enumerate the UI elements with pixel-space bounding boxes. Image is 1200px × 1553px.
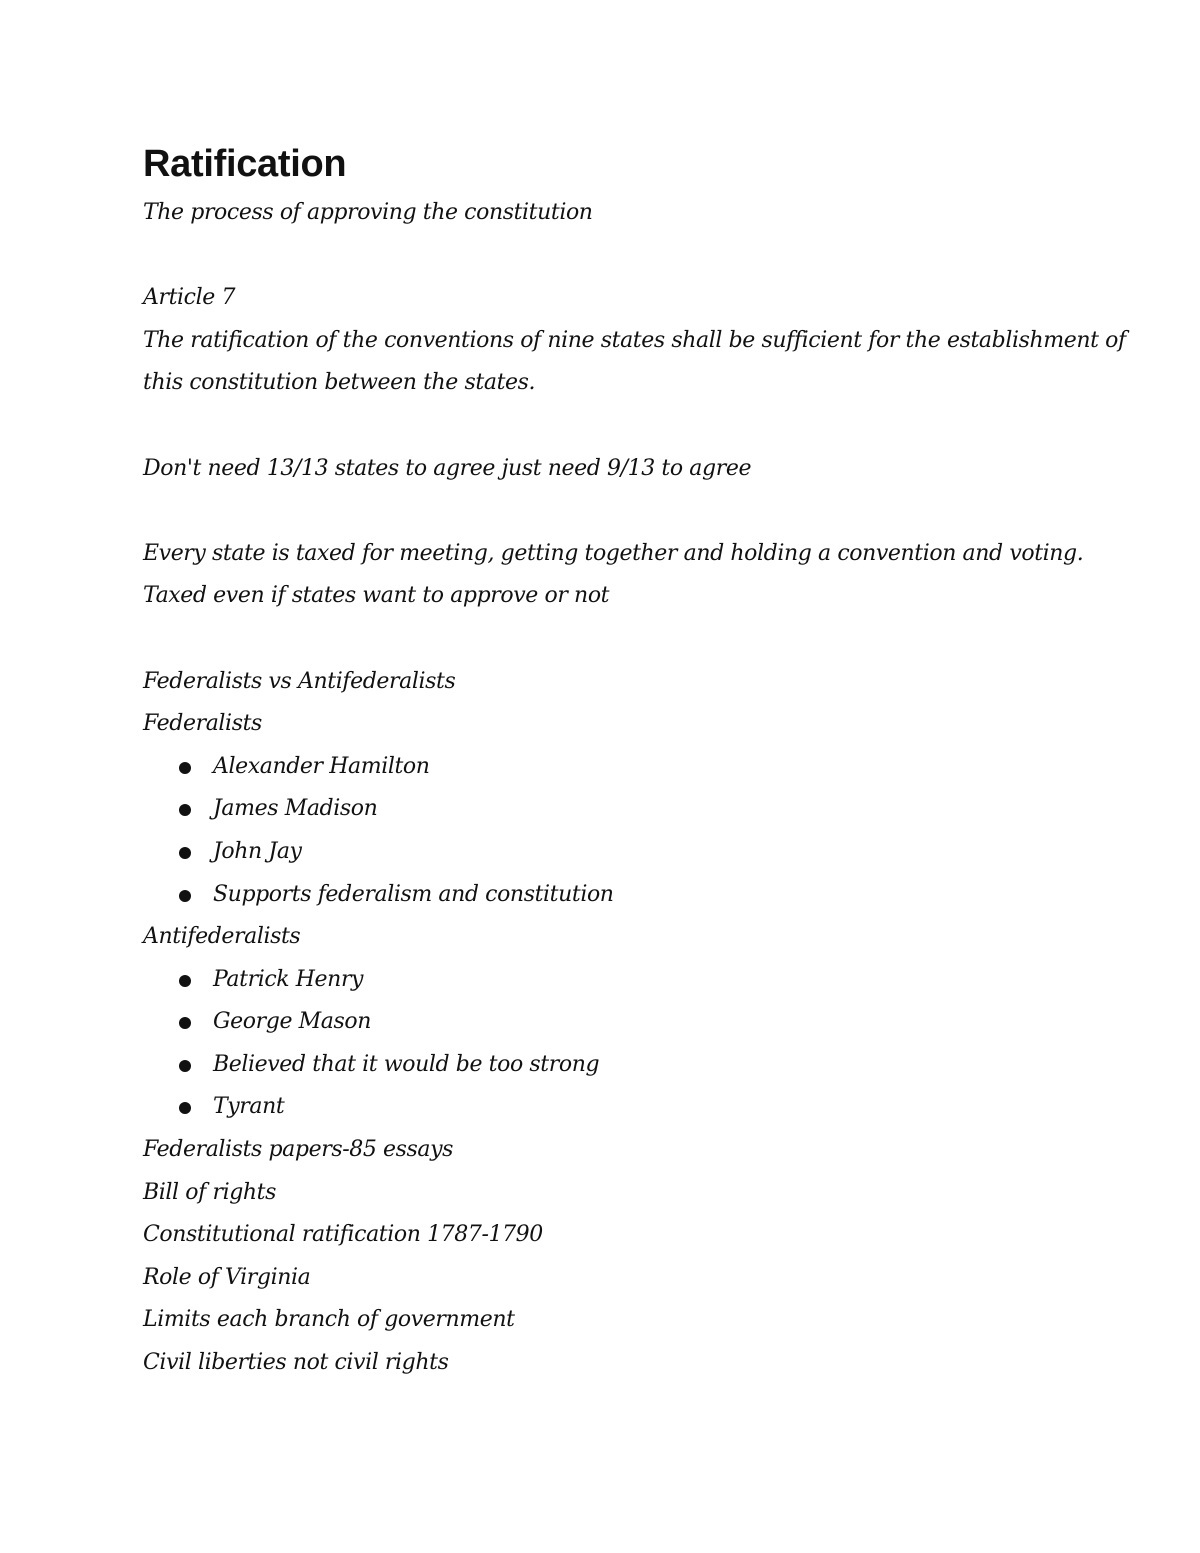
bullet-icon <box>179 1060 191 1072</box>
list-item <box>143 831 1103 874</box>
list-item <box>143 1044 1103 1087</box>
bullet-icon <box>179 847 191 859</box>
closing-note: Civil liberties not civil rights <box>143 1350 449 1376</box>
list-item <box>143 788 1103 831</box>
article-text-line-1: The ratification of the conventions of nine states shall be sufficient for the establishment of <box>143 327 1126 353</box>
list-item-text: George Mason <box>213 1009 371 1035</box>
page-title: Ratification <box>143 143 347 185</box>
article-heading: Article 7 <box>143 285 236 311</box>
list-item-text: Tyrant <box>213 1094 285 1120</box>
federalists-list <box>143 746 1103 916</box>
list-item <box>143 1086 1103 1129</box>
spacer <box>143 405 1103 448</box>
bullet-icon <box>179 804 191 816</box>
list-item <box>143 874 1103 917</box>
closing-note: Federalists papers-85 essays <box>143 1137 454 1163</box>
spacer <box>143 618 1103 661</box>
closing-note: Role of Virginia <box>143 1264 311 1290</box>
closing-note: Limits each branch of government <box>143 1307 515 1333</box>
closing-note: Bill of rights <box>143 1179 276 1205</box>
antifederalists-heading: Antifederalists <box>143 924 301 950</box>
spacer <box>143 235 1103 278</box>
bullet-icon <box>179 1102 191 1114</box>
list-item <box>143 746 1103 789</box>
bullet-icon <box>179 1017 191 1029</box>
bullet-icon <box>179 890 191 902</box>
bullet-icon <box>179 762 191 774</box>
article-text-line-2: this constitution between the states. <box>143 370 536 396</box>
federalists-heading: Federalists <box>143 711 262 737</box>
list-item-text: Supports federalism and constitution <box>213 881 614 907</box>
document-content <box>143 140 1126 1385</box>
list-item-text: Alexander Hamilton <box>213 753 430 779</box>
note-tax-line-1: Every state is taxed for meeting, getting together and holding a convention and voting. <box>143 540 1084 566</box>
list-item-text: Believed that it would be too strong <box>213 1051 600 1077</box>
list-item <box>143 1001 1103 1044</box>
spacer <box>143 490 1103 533</box>
antifederalists-list <box>143 959 1103 1129</box>
list-item-text: Patrick Henry <box>213 966 364 992</box>
closing-note: Constitutional ratification 1787-1790 <box>143 1222 543 1248</box>
list-item-text: John Jay <box>213 838 302 864</box>
definition-text: The process of approving the constitution <box>143 200 593 225</box>
note-tax-line-2: Taxed even if states want to approve or not <box>143 583 610 609</box>
note-agree: Don't need 13/13 states to agree just need 9/13 to agree <box>143 455 752 481</box>
bullet-icon <box>179 975 191 987</box>
versus-heading: Federalists vs Antifederalists <box>143 668 456 694</box>
list-item-text: James Madison <box>213 796 378 822</box>
list-item <box>143 959 1103 1002</box>
